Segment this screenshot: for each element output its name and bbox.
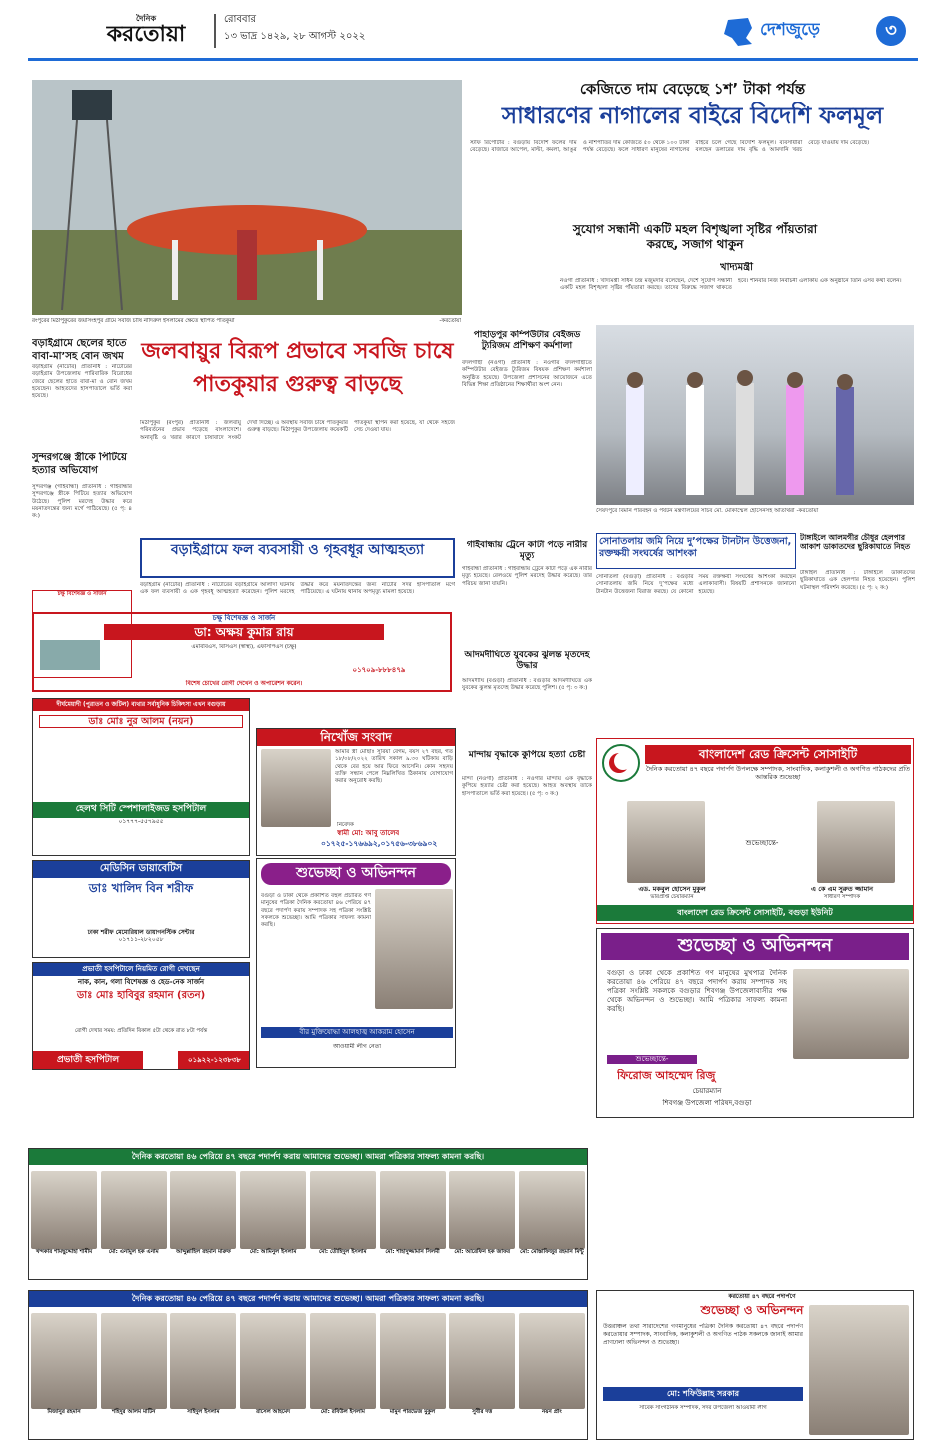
people-photo — [596, 325, 914, 505]
greet-right-greet: শুভেচ্ছান্তে- — [607, 1055, 697, 1064]
greet-right-name: ফিরোজ আহম্মেদ রিজু — [617, 1069, 716, 1082]
row1-name: মো: তৌহিদুল ইসলাম — [319, 1249, 367, 1255]
section-title — [718, 14, 918, 50]
row2-person — [101, 1313, 167, 1437]
health-ad-phone: ০১৭৭৭-৫৫৭৯৫৫ — [118, 817, 164, 825]
mid-headline-1: পাহাড়পুর কম্পিউটার বেইজড ট্যুরিজম প্রশিক্ষণ কর্মশালা — [473, 330, 581, 352]
row2-person — [449, 1313, 515, 1437]
prabhati-ad-footer — [33, 1051, 250, 1069]
row2-photo — [170, 1313, 236, 1409]
masthead-date-block — [224, 14, 524, 43]
prabhati-ad-top: প্রভাতী হসপিটালে নিয়মিত রোগী দেখছেন — [33, 963, 249, 976]
shafiullah-title: শুভেচ্ছা ও অভিনন্দন — [700, 1303, 804, 1317]
missing-person-photo — [261, 749, 331, 827]
row2-photo — [519, 1313, 585, 1409]
row2-photo — [31, 1313, 97, 1409]
mid-body-3: আদমদীঘি (বগুড়া) প্রতিনিধি : বগুড়ার আদমদীঘিতে এক যুবকের ঝুলন্ত মৃতদেহ উদ্ধার করেছে পুলিশ। (৫ পৃ: ৩ ক:) — [462, 678, 592, 692]
row2-name: সুবীর দত্ত — [472, 1409, 493, 1415]
left-body-1: বড়াইগ্রাম (নাটোর) প্রতিনিধি : নাটোরের বড়াইগ্রাম উপজেলায় পারিবারিক বিরোধের জেরে ছেলের হাতে বাবা-মা ও বোন জখম হয়েছেন। আহতদের হাসপাতালে ভর্তি করা হয়েছে। — [32, 364, 132, 400]
eye-ad-phone: ০১৭০৯-৮৮৮৪৭৯ — [352, 666, 406, 674]
masthead-rule — [28, 58, 918, 61]
greet-right-text: বগুড়া ও ঢাকা থেকে প্রকাশিত গণ মানুষের মুখপাত্র দৈনিক করতোয়া ৪৬ পেরিয়ে ৪৭ বছরে পদার্পণ করায় সম্পাদক সহ পত্রিকা সংশ্লিষ্ট সকলকে বগুড়ার শিবগঞ্জ উপজেলাবাসীর পক্ষ থেকে অভিনন্দন ও শুভেচ্ছা। আমি পত্রিকার সাফল্য কামনা করছি। — [607, 969, 787, 1014]
row1-photo — [380, 1171, 446, 1249]
greet-right-photo — [793, 969, 909, 1059]
greet-right-title: শুভেচ্ছা ও অভিনন্দন — [601, 933, 909, 960]
land-headline: সোনাতলায় জমি নিয়ে দু’পক্ষের টানটান উত্তেজনা, রক্তক্ষয়ী সংঘর্ষের আশংকা — [599, 536, 792, 559]
shafiullah-role: সাবেক সাংগঠনিক সম্পাদক, সদর উপজেলা আওয়ামী লীগ — [639, 1405, 767, 1411]
row2-people — [31, 1313, 585, 1437]
greet-left-sign: বীর মুক্তিযোদ্ধা আলহাজ্ব আকরাম হোসেন — [261, 1027, 453, 1038]
greet-right-ad — [596, 928, 914, 1118]
health-ad — [32, 698, 250, 856]
row2-person — [31, 1313, 97, 1437]
row2-person — [240, 1313, 306, 1437]
lead-body: স্টাফ রিপোর্টার : বগুড়ায় বিদেশি ফলের দাম বেড়েছে। বাজারে আপেল, মাল্টা, কমলা, আঙুর ও নাশপাতির দাম কেজিতে ৫০ থেকে ১০০ টাকা পর্যন্ত বেড়েছে। ফলে সাধারণ মানুষের নাগালের বাইরে চলে গেছে বিদেশি ফলমূল। ব্যবসায়ীরা বলছেন ডলারের দাম বৃদ্ধি ও আমদানি খরচ বেড়ে যাওয়ায় দাম বেড়েছে। — [470, 140, 870, 154]
mid-body-2: গাইবান্ধা প্রতিনিধি : গাইবান্ধায় ট্রেনে কাটা পড়ে এক নারীর মৃত্যু হয়েছে। রেলওয়ে পুলিশ মরদেহ উদ্ধার করেছে। তার পরিচয় জানা যায়নি। — [462, 566, 592, 587]
mid-headline-2: গাইবান্ধায় ট্রেনে কাটা পড়ে নারীর মৃত্যু — [466, 540, 588, 562]
medicine-ad-spacer — [33, 899, 249, 929]
masthead-date: ১৩ ভাদ্র ১৪২৯, ২৮ আগস্ট ২০২২ — [224, 30, 366, 42]
missing-ad-text: আমার স্ত্রী মোছাঃ সুরিয়া বেগম, বয়স ২৭ বছর, গত ১৮/০৮/২০২২ তারিখ সকাল ৯.৩০ ঘটিকায় বাড়ি থেকে বের হয়ে আর ফিরে আসেনি। কোন সহৃদয় ব্যক্তি সন্ধান পেলে নিম্নলিখিত ঠিকানায় যোগাযোগ করার অনুরোধ করছি। — [335, 749, 453, 785]
prabhati-ad-spacer — [33, 1002, 249, 1028]
airport-photo — [596, 325, 914, 505]
lead-photo-caption: রংপুরের মিঠাপুকুরের জয়সিংহপুর গ্রামে সবজি চাষি নাদিরুল ইসলামের ক্ষেতে স্থাপিত পাতকুয়া — [32, 318, 235, 324]
redcrescent-photo-2 — [817, 801, 895, 883]
missing-ad — [256, 728, 456, 856]
shafiullah-text: উত্তরাঞ্চল তথা সারাদেশের গণমানুষের পত্রিকা দৈনিক করতোয়া ৪৭ বছরে পদার্পণ করতোয়ার সম্পাদক, সাংবাদিক, কলাকুশলী ও অগণিত পাঠক সকলকে জানাই আমার প্রাণঢালা অভিনন্দন ও শুভেচ্ছা। — [603, 1323, 803, 1346]
lead-photo-credit: -করতোয়া — [439, 318, 461, 324]
suicide-body: বড়াইগ্রাম (নাটোর) প্রতিনিধি : নাটোরের বড়াইগ্রামে আলাদা ঘটনায় এক ফল ব্যবসায়ী ও এক গৃহবধূ আত্মহত্যা করেছেন। পুলিশ মরদেহ উদ্ধার করে ময়নাতদন্তের জন্য নাটোর সদর হাসপাতাল মর্গে পাঠিয়েছে। এ ঘটনায় থানায় অপমৃত্যু মামলা হয়েছে। — [140, 582, 455, 596]
row1-banner: দৈনিক করতোয়া ৪৬ পেরিয়ে ৪৭ বছরে পদার্পণ করায় আমাদের শুভেচ্ছা। আমরা পত্রিকার সাফল্য কামনা করছি। — [29, 1149, 587, 1165]
missing-ad-contact-label: নিবেদক — [337, 822, 354, 828]
row2-photo — [310, 1313, 376, 1409]
eye-ad-note: বিশেষ চোখের রোগী দেখেন ও অপারেশন করেন। — [185, 680, 303, 687]
row1-name: মো: আমিনুল ইসলাম — [249, 1249, 297, 1255]
greet-left-ad — [256, 858, 456, 1068]
redcrescent-p2-role: সাধারণ সম্পাদক — [823, 894, 861, 900]
mid-body-4: মান্দা (নওগাঁ) প্রতিনিধি : নওগাঁর মান্দায় এক বৃদ্ধাকে কুপিয়ে হত্যার চেষ্টা করা হয়েছে। আহত অবস্থায় তাকে হাসপাতালে ভর্তি করা হয়েছে। (৫ পৃ: ৩ ক:) — [462, 776, 592, 797]
row1-person — [170, 1171, 236, 1277]
row2-name: রাসেল আহমেদ — [256, 1409, 291, 1415]
row1-name: আব্দুল্লাহিল রহমান মারুফ — [175, 1249, 231, 1255]
row2-name: সাইদুল ইসলাম — [187, 1409, 220, 1415]
climate-body: মিঠাপুকুর (রংপুর) প্রতিনিধি : জলবায়ু পরিবর্তনের প্রভাব পড়েছে বাংলাদেশে। অনাবৃষ্টি ও খরার কারণে চাষাবাদে সংকট দেখা দিচ্ছে। এ অবস্থায় সবজি চাষে পাতকুয়ার গুরুত্ব বাড়ছে। মিঠাপুকুর উপজেলায় কয়েকটি পাতকুয়া স্থাপন করা হয়েছে, যা থেকে সহজে সেচ দেওয়া যায়। — [140, 420, 455, 441]
medicine-ad-chamber: ঢাকা শরীফ মেমোরিয়াল ডায়াগনস্টিক সেন্টার — [87, 928, 195, 936]
row2-name: মিজানুর রহমান — [47, 1409, 81, 1415]
mid-body-1: বদলগাছী (নওগাঁ) প্রতিনিধি : নওগাঁর বদলগাছীতে কম্পিউটার বেইজড ট্যুরিজম বিষয়ক প্রশিক্ষণ কর্মশালা অনুষ্ঠিত হয়েছে। উপজেলা প্রশাসনের আয়োজনে এতে বিভিন্ন শিক্ষা প্রতিষ্ঠানের শিক্ষার্থীরা অংশ নেন। — [462, 360, 592, 388]
suicide-headline: বড়াইগ্রামে ফল ব্যবসায়ী ও গৃহবধূর আত্মহত্যা — [170, 542, 425, 558]
shafiullah-name: মো: শফিউল্লাহ সরকার — [603, 1387, 803, 1401]
health-ad-banner: দীর্ঘমেয়াদী (পুরাতন ও জটিল) ব্যথার সর্বাধুনিক চিকিৎসা এখন বগুড়ায় — [33, 699, 249, 711]
left-body-2: সুন্দরগঞ্জ (গাইবান্ধা) প্রতিনিধি : গাইবান্ধার সুন্দরগঞ্জে স্ত্রীকে পিটিয়ে হত্যার অভিযোগ উঠেছে। পুলিশ মরদেহ উদ্ধার করে ময়নাতদন্তের জন্য মর্গে পাঠিয়েছে। (৫ পৃ: ৪ ক:) — [32, 484, 132, 520]
left-headline-2: সুন্দরগঞ্জে স্ত্রীকে পিটিয়ে হত্যার অভিযোগ — [32, 452, 127, 476]
logo-main: করতোয়া — [106, 22, 186, 47]
row1-person — [31, 1171, 97, 1277]
masthead — [28, 10, 918, 72]
redcrescent-greet: শুভেচ্ছান্তে- — [745, 839, 779, 847]
greet-right-role: চেয়ারম্যান — [692, 1087, 722, 1095]
row1-people — [31, 1171, 585, 1277]
row1-name: খন্দকার শামছুদ্দোহা শামীম — [35, 1249, 93, 1255]
masthead-divider — [214, 14, 216, 48]
row1-photo — [240, 1171, 306, 1249]
medicine-ad — [32, 860, 250, 958]
redcrescent-photo-1 — [627, 801, 705, 883]
redcrescent-title: বাংলাদেশ রেড ক্রিসেন্ট সোসাইটি — [645, 745, 911, 764]
row1-photo — [519, 1171, 585, 1249]
row2-person — [380, 1313, 446, 1437]
row2-photo — [449, 1313, 515, 1409]
row1-person — [380, 1171, 446, 1277]
prabhati-ad-time: রোগী দেখার সময়: প্রতিদিন বিকাল ৫টা থেকে রাত ৮টা পর্যন্ত — [74, 1028, 208, 1034]
row2-name: মামুন পারভেজ মুকুল — [389, 1409, 436, 1415]
minister-byline: খাদ্যমন্ত্রী — [720, 262, 753, 273]
health-ad-hospital: হেলথ সিটি স্পেশালাইজড হসপিটাল — [33, 802, 249, 817]
mid-headline-4: মান্দায় বৃদ্ধাকে কুপিয়ে হত্যা চেষ্টা — [468, 750, 586, 760]
section-name: দেশজুড়ে — [760, 20, 821, 40]
greet-left-text: বগুড়া ও ঢাকা থেকে প্রকাশিত বহুল প্রচারিত গণ মানুষের পত্রিকা দৈনিক করতোয়া ৪৬ পেরিয়ে ৪৭ বছরে পদার্পণ করায় সম্পাদক সহ পত্রিকা সংশ্লিষ্ট সকলকে শুভেচ্ছা। আমি পত্রিকার সাফল্য কামনা করছি। — [261, 893, 371, 929]
row1-name: মো: শাহাদুজ্জামান সিলমী — [385, 1249, 440, 1255]
prabhati-ad-hospital: প্রভাতী হসপিটাল — [33, 1051, 143, 1069]
row1-photo — [310, 1171, 376, 1249]
land-side-body: টাঙ্গাইল প্রতিনিধি : টাঙ্গাইলে ডাকাতদের ছুরিকাঘাতে এক হেলপার নিহত হয়েছেন। পুলিশ ঘটনাস্থল পরিদর্শন করেছে। (৫ পৃ: ২ ক:) — [800, 570, 915, 591]
lead-kicker: কেজিতে দাম বেড়েছে ১শ’ টাকা পর্যন্ত — [579, 80, 806, 98]
water-tank-photo — [32, 80, 462, 315]
land-body: সোনাতলা (বগুড়া) প্রতিনিধি : বগুড়ার সোনাতলায় জমি নিয়ে দু’পক্ষের মধ্যে টানটান উত্তেজনা বিরাজ করছে। যে কোনো সময় রক্তক্ষয়ী সংঘর্ষের আশংকা করছেন এলাকাবাসী। বিষয়টি প্রশাসনকে জানানো হয়েছে। — [596, 574, 796, 595]
suicide-headline-box — [140, 538, 455, 578]
row2-person — [519, 1313, 585, 1437]
land-side-headline: টাঙ্গাইলে আলমগীর চৌধুর হেলপার আকাশ ডাকাতদের ছুরিকাঘাতে নিহত — [800, 533, 911, 552]
shafiullah-top: করতোয়া ৪৭ বছরে পদার্পণে — [728, 1293, 796, 1300]
greet-left-title: শুভেচ্ছা ও অভিনন্দন — [261, 863, 451, 885]
page-number: ৩ — [876, 16, 906, 46]
logo-top: দৈনিক — [135, 14, 157, 23]
greet-left-party: আওয়ামী লীগ নেতা — [333, 1043, 381, 1050]
row1-person — [519, 1171, 585, 1277]
missing-ad-title: নিখোঁজ সংবাদ — [257, 729, 455, 746]
prabhati-ad-spec: নাক, কান, গলা বিশেষজ্ঞ ও হেড-নেক সার্জন — [77, 977, 205, 986]
medicine-ad-doctor: ডাঃ খালিদ বিন শরীফ — [88, 880, 194, 895]
row1-photo — [101, 1171, 167, 1249]
lead-photo — [32, 80, 462, 315]
greet-right-org: শিবগঞ্জ উপজেলা পরিষদ,বগুড়া — [662, 1099, 752, 1107]
eye-ad-doctor: ডা: অক্ষয় কুমার রায় — [104, 624, 384, 640]
missing-ad-contact: স্বামী মো: আবু তালেব — [337, 829, 400, 837]
redcrescent-logo-icon — [601, 743, 641, 783]
row2-photo — [380, 1313, 446, 1409]
airport-caption: সৈয়দপুরে বিমান পরিবহন ও পর্যটন মন্ত্রণালয়ের সচিব মো. মোকাম্মেল হোসেনসহ অতিথিরা -করতোয়া — [596, 508, 819, 514]
lead-headline: সাধারণের নাগালের বাইরে বিদেশি ফলমূল — [501, 103, 884, 129]
row1-name: মো: এনামুল হক এনাম — [108, 1249, 159, 1255]
greet-left-photo — [375, 889, 453, 1009]
climate-headline: জলবায়ুর বিরূপ প্রভাবে সবজি চাষে পাতকুয়ার গুরুত্ব বাড়ছে — [141, 339, 454, 397]
redcrescent-footer: বাংলাদেশ রেড ক্রিসেন্ট সোসাইটি, বগুড়া ইউনিট — [597, 905, 913, 921]
row1-person — [101, 1171, 167, 1277]
row2-person — [310, 1313, 376, 1437]
row2-photo — [240, 1313, 306, 1409]
row2-banner: দৈনিক করতোয়া ৪৬ পেরিয়ে ৪৭ বছরে পদার্পণ করায় আমাদের শুভেচ্ছা। আমরা পত্রিকার সাফল্য কামনা করছি। — [29, 1291, 587, 1307]
shafiullah-ad — [596, 1290, 914, 1440]
row1-photo — [31, 1171, 97, 1249]
medicine-ad-phone: ০১৭১১-২৮২০৫৮ — [118, 936, 164, 943]
row1-name: মো: আরেফিন হক জাফর — [454, 1249, 511, 1255]
masthead-day: রোববার — [224, 14, 256, 25]
shafiullah-photo — [809, 1305, 909, 1435]
redcrescent-p1-name: এড. মকবুল হোসেন মুকুল — [638, 885, 706, 893]
row1-person — [449, 1171, 515, 1277]
redcrescent-text: দৈনিক করতোয়া ৪৭ বছরে পদার্পণ উপলক্ষে সম্পাদক, সাংবাদিক, কলাকুশলী ও অগণিত পাঠকদের প্রতি আন্তরিক শুভেচ্ছা — [645, 765, 911, 782]
prabhati-ad-doctor: ডাঃ মোঃ হাবিবুর রহমান (রতন) — [76, 989, 206, 1001]
row1-person — [310, 1171, 376, 1277]
row2-name: শহিদুর আলম মাটিন — [111, 1409, 156, 1415]
eye-ad-photo — [40, 640, 100, 670]
redcrescent-ad — [596, 738, 914, 924]
logo — [86, 14, 206, 52]
row2-name: মো: রবিউল ইসলাম — [320, 1409, 365, 1415]
row1-name: মো: মোস্তাফিজুর রহমান মিন্টু — [520, 1249, 584, 1255]
prabhati-ad-phone: ০১৯২২-১২৩৮৩৮ — [178, 1051, 250, 1069]
eye-ad-title: চক্ষু বিশেষজ্ঞ ও সার্জন — [57, 591, 107, 597]
missing-ad-phone: ০১৭২৫-১৭৬৬৯২,০১৭৫৬-৩৮৬৯০২ — [321, 839, 438, 848]
eye-ad-title-wide: চক্ষু বিশেষজ্ঞ ও সার্জন — [212, 614, 276, 622]
row1-person — [240, 1171, 306, 1277]
row2-name: নয়ন প্রাং — [542, 1409, 562, 1415]
left-headline-1: বড়াইগ্রামে ছেলের হাতে বাবা-মা’সহ বোন জখম — [32, 338, 127, 362]
redcrescent-p1-role: ভারপ্রাপ্ত চেয়ারম্যান — [650, 894, 694, 900]
redcrescent-p2-name: এ কে এম সুরুত জ্জামান — [811, 885, 873, 893]
row2-photo — [101, 1313, 167, 1409]
eye-ad-wide — [32, 612, 452, 692]
minister-headline: সুযোগ সন্ধানী একটি মহল বিশৃঙ্খলা সৃষ্টির পাঁয়তারা করছে, সজাগ থাকুন — [572, 222, 818, 251]
row1-photo — [449, 1171, 515, 1249]
row1-ad — [28, 1148, 588, 1280]
prabhati-ad — [32, 962, 250, 1070]
row2-ad — [28, 1290, 588, 1440]
row1-photo — [170, 1171, 236, 1249]
health-ad-details — [33, 732, 249, 802]
minister-body: নওগাঁ প্রতিনিধি : খাদ্যমন্ত্রী সাধন চন্দ্র মজুমদার বলেছেন, দেশে সুযোগ সন্ধানী একটি মহল বিশৃঙ্খলা সৃষ্টির পাঁয়তারা করছে। তাদের বিরুদ্ধে সজাগ থাকতে হবে। শনিবার নিজ নির্বাচনী এলাকায় এক অনুষ্ঠানে তিনি এসব কথা বলেন। — [560, 278, 902, 292]
row2-person — [170, 1313, 236, 1437]
medicine-ad-title: মেডিসিন ডায়াবেটিস — [33, 861, 249, 878]
land-headline-box — [596, 533, 796, 569]
health-ad-doctor: ডাঃ মোঃ নুর আলম (নয়ন) — [39, 715, 243, 729]
eye-ad-detail: এমবিবিএস, বিসিএস (স্বাস্থ্য), এফসিপিএস (চক্ষু) — [191, 644, 297, 650]
mid-headline-3: আদমদীঘিতে যুবকের ঝুলন্ত মৃতদেহ উদ্ধার — [464, 650, 590, 672]
